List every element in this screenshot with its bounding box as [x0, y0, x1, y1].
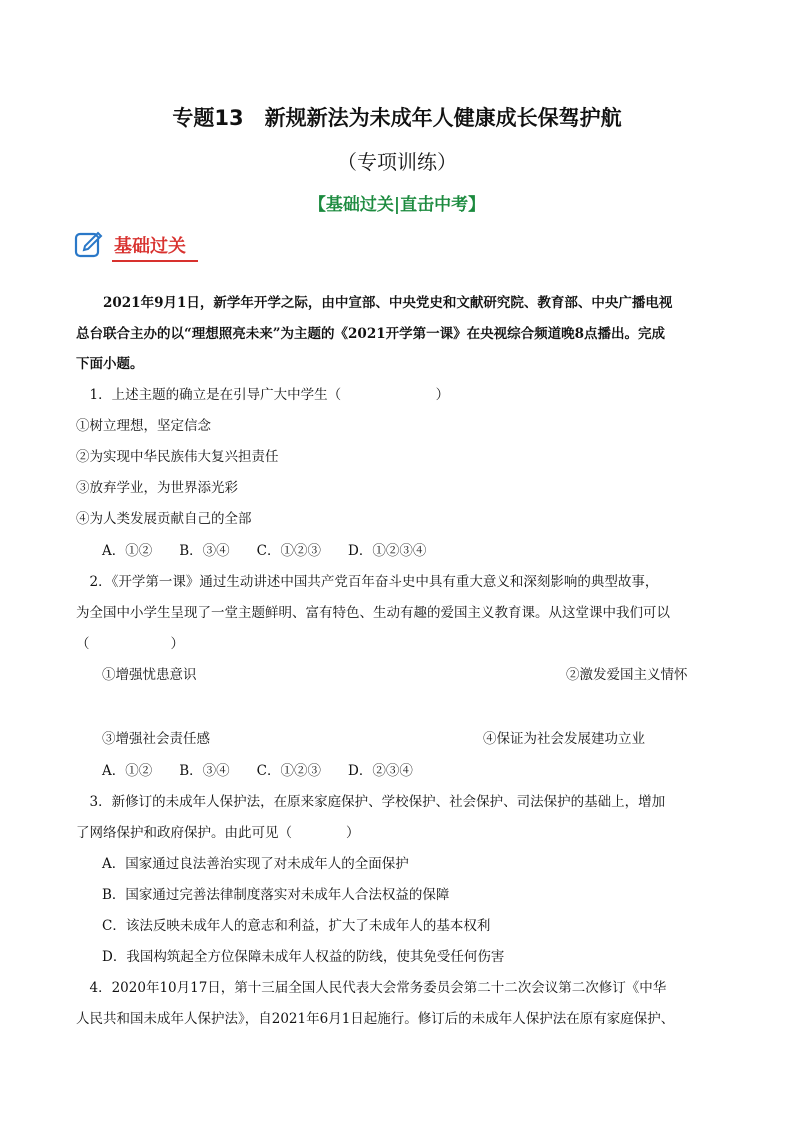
intro-line-3: 下面小题。 [76, 356, 144, 372]
q2-line-1: 2．《开学第一课》通过生动讲述中国共产党百年奋斗史中具有重大意义和深刻影响的典型故事， [76, 574, 659, 590]
q3-option-b: B．国家通过完善法律制度落实对未成年人合法权益的保障 [102, 887, 450, 903]
q3-option-d: D．我国构筑起全方位保障未成年人权益的防线，使其免受任何伤害 [102, 949, 505, 965]
section-label: 基础过关 [114, 236, 186, 257]
q4-line-2: 人民共和国未成年人保护法》，自2021年6月1日起施行。修订后的未成年人保护法在原有家庭保护、 [76, 1011, 675, 1027]
q1-options: A．①② B．③④ C．①②③ D．①②③④ [102, 543, 427, 559]
pencil-note-icon [74, 230, 104, 260]
document-subtitle: （专项训练） [337, 150, 457, 174]
q2-statement-2: ②激发爱国主义情怀 [566, 667, 688, 683]
section-underline [112, 260, 198, 262]
q2-statement-4: ④保证为社会发展建功立业 [483, 731, 645, 747]
intro-line-1: 2021年9月1日，新学年开学之际，由中宣部、中央党史和文献研究院、教育部、中央广播电视 [76, 295, 673, 311]
q3-option-a: A．国家通过良法善治实现了对未成年人的全面保护 [102, 856, 409, 872]
q4-line-1: 4．2020年10月17日，第十三届全国人民代表大会常务委员会第二十二次会议第二次修订《中华 [76, 980, 667, 996]
q1-statement-2: ②为实现中华民族伟大复兴担责任 [76, 449, 279, 465]
q2-line-3: （ ） [76, 636, 184, 652]
q3-line-1: 3．新修订的未成年人保护法，在原来家庭保护、学校保护、社会保护、司法保护的基础上，增加 [76, 794, 666, 810]
q1-stem: 1．上述主题的确立是在引导广大中学生（ ） [76, 387, 450, 403]
intro-line-2: 总台联合主办的以“理想照亮未来”为主题的《2021开学第一课》在央视综合频道晚8点播出。完成 [76, 326, 665, 342]
q2-options: A．①② B．③④ C．①②③ D．②③④ [102, 763, 413, 779]
q1-statement-4: ④为人类发展贡献自己的全部 [76, 511, 252, 527]
q3-option-c: C．该法反映未成年人的意志和利益，扩大了未成年人的基本权利 [102, 918, 491, 934]
level-banner: 【基础过关|直击中考】 [308, 195, 486, 215]
q2-statement-1: ①增强忧患意识 [102, 667, 197, 683]
q3-line-2: 了网络保护和政府保护。由此可见（ ） [76, 825, 360, 841]
q1-statement-1: ①树立理想，坚定信念 [76, 418, 211, 434]
q2-statement-3: ③增强社会责任感 [102, 731, 210, 747]
q2-line-2: 为全国中小学生呈现了一堂主题鲜明、富有特色、生动有趣的爱国主义教育课。从这堂课中我们可以 [76, 605, 670, 621]
document-title: 专题13 新规新法为未成年人健康成长保驾护航 [172, 106, 622, 130]
q1-statement-3: ③放弃学业，为世界添光彩 [76, 480, 238, 496]
